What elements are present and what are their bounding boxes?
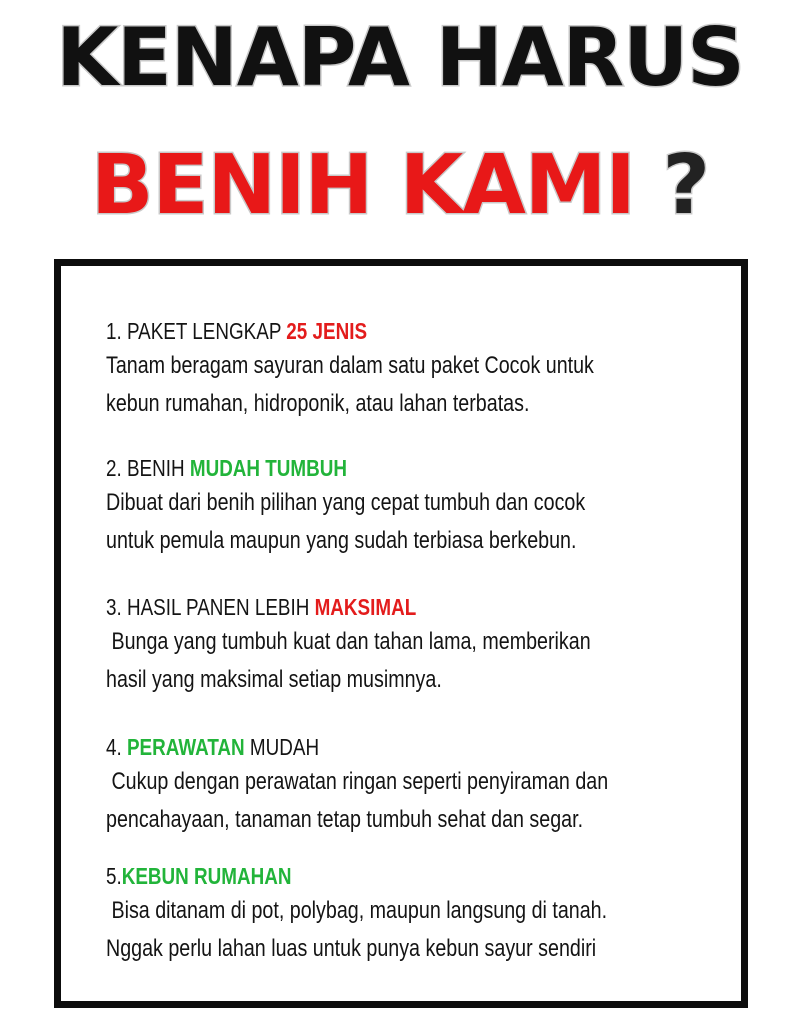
benefit-title-suffix: MUDAH [244, 734, 320, 760]
benefit-title-highlight: KEBUN RUMAHAN [121, 863, 292, 889]
benefit-title [106, 452, 713, 484]
benefit-description-line: hasil yang maksimal setiap musimnya. [106, 666, 442, 693]
benefit-description-line: Nggak perlu lahan luas untuk punya kebun sayur sendiri [106, 935, 597, 962]
benefit-item-2 [106, 452, 716, 560]
benefit-title-highlight: PERAWATAN [126, 734, 245, 760]
benefit-item-3 [106, 591, 716, 699]
benefit-description-line: Bisa ditanam di pot, polybag, maupun langsung di tanah. [106, 897, 608, 924]
benefit-title-highlight: MAKSIMAL [314, 594, 417, 620]
headline-brand-text: BENIH KAMI [90, 138, 635, 233]
benefits-card [54, 259, 748, 1008]
benefit-description-line: kebun rumahan, hidroponik, atau lahan terbatas. [106, 390, 530, 417]
benefit-description [106, 347, 713, 423]
benefit-title [106, 591, 713, 623]
benefit-title-prefix: 2. BENIH [106, 455, 190, 481]
benefit-item-1 [106, 315, 716, 423]
benefit-description-line: Dibuat dari benih pilihan yang cepat tumbuh dan cocok [106, 489, 586, 516]
benefit-description [106, 484, 713, 560]
benefit-description [106, 892, 713, 968]
benefit-title-highlight: 25 JENIS [286, 318, 368, 344]
benefit-title-prefix: 3. HASIL PANEN LEBIH [106, 594, 315, 620]
benefit-item-4 [106, 731, 716, 839]
benefit-description-line: Tanam beragam sayuran dalam satu paket Cocok untuk [106, 352, 594, 379]
benefit-title [106, 860, 713, 892]
benefit-description [106, 623, 713, 699]
benefit-title-highlight: MUDAH TUMBUH [189, 455, 348, 481]
headline-line-1: KENAPA HARUS [56, 11, 744, 104]
benefit-title [106, 315, 713, 347]
benefit-title-prefix: 5. [106, 863, 122, 889]
benefit-item-5 [106, 860, 716, 968]
benefit-description [106, 763, 713, 839]
benefit-title-prefix: 4. [106, 734, 127, 760]
headline-question-mark: ? [634, 138, 710, 233]
benefit-description-line: Cukup dengan perawatan ringan seperti penyiraman dan [106, 768, 609, 795]
benefit-title [106, 731, 713, 763]
benefit-description-line: untuk pemula maupun yang sudah terbiasa berkebun. [106, 527, 577, 554]
headline-line-2 [0, 138, 800, 234]
benefit-description-line: pencahayaan, tanaman tetap tumbuh sehat dan segar. [106, 806, 584, 833]
benefit-title-prefix: 1. PAKET LENGKAP [106, 318, 287, 344]
benefit-description-line: Bunga yang tumbuh kuat dan tahan lama, memberikan [106, 628, 591, 655]
